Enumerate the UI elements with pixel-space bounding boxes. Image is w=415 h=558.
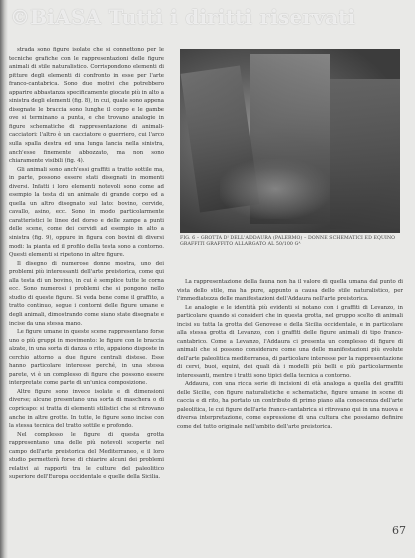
paragraph: Le figure umane in queste scene rappresentano forse uno o più gruppi in movimento: le figure con le braccia alzate, in una sorta di danza o rito, appaiono disposte in cerchio attorno a due figure centrali distese. Esse hanno particolare interesse perché, in una stessa parete, vi è un complesso di figure che possono essere interpretate come parte di un'unica composizione. [9,329,164,387]
paragraph: La rappresentazione della fauna non ha il valore di quella umana dal punto di vista dello stile, ma ha pure, appunto a causa dello stile naturalistico, per l'immediatezza delle manifestazioni dell'Addaura nell'arte preistorica. [177,279,403,302]
paragraph: Addaura, con una ricca serie di incisioni di età analoga a quella dei graffiti delle Sicilie, con figure naturalistiche e schematiche, figure umane in scene di caccia e di rito, ha portato un contributo di primo piano alla conoscenza dell'arte paleolitica, le cui figure dell'arte franco-cantabrica si ritrovano qui in una nuova e diversa interpretazione, come espressione di una cultura che possiamo definire come del tutto originale nell'ambito dell'arte preistorica. [177,381,403,430]
paragraph: Il disegno di numerose donne mostra, uno dei problemi più interessanti dell'arte preistorica, come qui alla testa di un bovino, in cui è semplice tutte le corna ecc. Sono numerosi i problemi che si pongono nello studio di queste figure. Si veda bene come il graffito, a tratto continuo, segue i contorni delle figure umane e degli animali, dimostrando come siano state disegnate e incise da una stessa mano. [9,260,164,327]
figure-caption: FIG. 6 – GROTTA Dᴵ DELL'ADDAURA (PALERMO) – DONNE SCHEMATICI ED EQUINO GRAFFITI GRAFFITO ALLARGATO AL 50/100 Gᴬ [180,236,396,248]
paragraph: Gli animali sono anch'essi graffiti a tratto sottile ma, in parte, possono essere stati disegnati in momenti diversi. Infatti i loro elementi notevoli sono come ad esempio la testa di un animale di grande corpo ed a quella un altro disegnato sul lato: bovino, cervide, cavallo, asino, ecc. Sono in modo particolarmente caratteristici le linee del dorso e delle zampe a punti delle scene, come dei cervidi ad esempio in alto a sinistra (fig. 9), oppure in figura con bovini di diversi modi: la pianta ed il profilo della testa sono a contorno. Questi elementi si ripetono in altre figure. [9,166,164,259]
left-text-column [9,46,164,531]
figure-photograph [180,49,400,233]
paragraph: Le analogie e le identità più evidenti si notano con i graffiti di Levanzo, in particolare quando si consideri che in questa grotta, nel gruppo scelto di animali incisi su tutta la grotta del Genovese e della Sicilia occidentale, e in particolare alla stessa grotta di Levanzo, con i graffiti delle figure animali di tipo franco-cantabrico. Come a Levanzo, l'Addaura ci presenta un complesso di figure di animali che si possono considerare come una delle manifestazioni più evolute dell'arte paleolitica mediterranea, di particolare interesse per la rappresentazione di cervi, buoi, equini, dei quali dà i modelli più belli e più particolarmente interessanti, mentre i tratti sono tipici della tecnica a contorno. [177,304,403,379]
right-text-column [177,278,403,533]
paragraph: Nel complesso le figure di questa grotta rappresentano una delle più notevoli scoperte nel campo dell'arte preistorica del Mediterraneo, e il loro studio permetterà forse di chiarire alcuni dei problemi relativi ai rapporti tra le culture del paleolitico superiore dell'Europa occidentale e quelle della Sicilia. [9,431,164,481]
page-number: 67 [392,524,406,537]
paragraph: strada sono figure isolate che si connettono per le tecniche grafiche con le rappresentazioni delle figure animali di stile naturalistico. Corrispondono elementi di pitture degli elementi di confronto in esse per l'arte franco-cantabrica. Sono due motivi che potrebbero apparire abbastanza specificamente giocate più in alto a sinistra degli elementi (fig. 8), in cui, quale sono appena disegnate le braccia sono lunghe il corpo e le gambe ove si terminano a punta, e che trovano analogie in figure schematiche di rappresentazione di animali-cacciatori: l'altro è un cacciatore o guerriero, cui l'arco sulla spalla destra ed una lunga lancia nella sinistra, anch'esse finemente abbozzato, ma non sono chiaramente visibili (fig. 4). [9,47,164,165]
paragraph: Altre figure sono invece isolate e di dimensioni diverse; alcune presentano una sorta di maschera o di copricapo: si tratta di elementi stilistici che si ritrovano anche in altre grotte. In tutte, le figure sono incise con la stessa tecnica del tratto sottile e profondo. [9,388,164,430]
binding-shadow [0,0,8,558]
copyright-watermark: ©BiASA Tutti i diritti riservati [10,5,356,29]
